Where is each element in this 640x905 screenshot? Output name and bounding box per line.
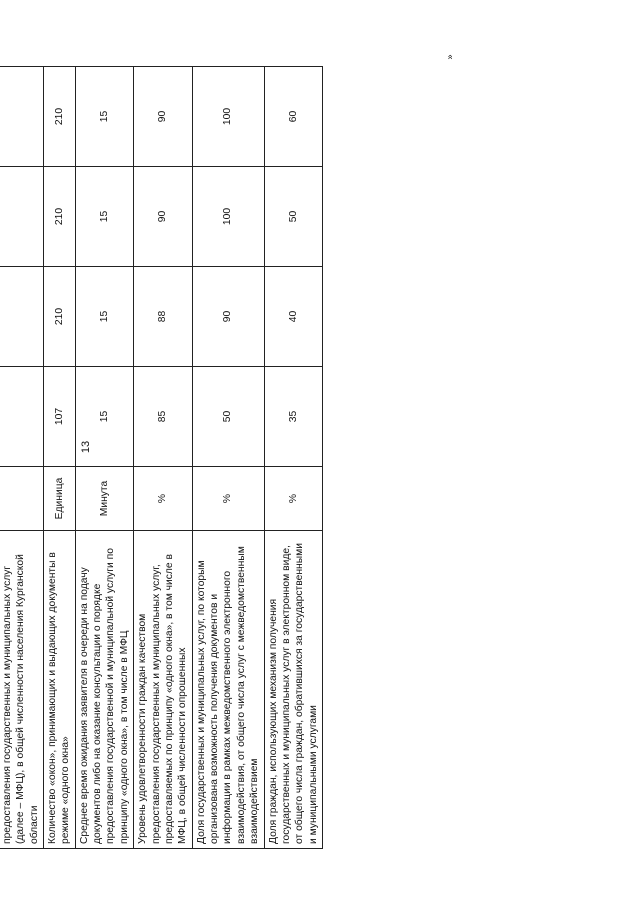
value-cell: 40 xyxy=(264,267,323,367)
indicator-unit xyxy=(0,467,43,531)
value-cell: 50 xyxy=(264,167,323,267)
value-cell: 90 xyxy=(192,267,264,367)
table-row xyxy=(134,66,193,848)
value-cell: 100 xyxy=(192,66,264,166)
value-cell: 210 xyxy=(43,267,75,367)
indicator-table xyxy=(0,66,323,849)
value-cell: 90 xyxy=(134,167,193,267)
indicator-name: предоставления государственных и муниципальных услуг (далее – МФЦ), в общей численности населения Курганской области xyxy=(0,531,43,849)
value-cell: 15 xyxy=(75,66,134,166)
value-cell xyxy=(0,367,43,467)
value-cell: 90 xyxy=(134,66,193,166)
value-cell: 35 xyxy=(264,367,323,467)
indicator-name: Среднее время ожидания заявителя в очереди на подачу документов либо на оказание консультации о порядке предоставления государственной и муниципальной услуги по принципу «одного окна», в том числе в МФЦ xyxy=(75,531,134,849)
value-cell: 60 xyxy=(264,66,323,166)
value-cell: 88 xyxy=(134,267,193,367)
table-row xyxy=(264,66,323,848)
indicator-unit: % xyxy=(134,467,193,531)
value-cell: 100 xyxy=(192,167,264,267)
value-cell: 15 xyxy=(75,167,134,267)
value-cell: 210 xyxy=(43,66,75,166)
indicator-name: Доля граждан, использующих механизм получения государственных и муниципальных услуг в электронном виде, от общего числа граждан, обратившихся за государственными и муниципальными услугами xyxy=(264,531,323,849)
indicator-unit: % xyxy=(192,467,264,531)
value-cell: 50 xyxy=(192,367,264,467)
indicator-unit: Минута xyxy=(75,467,134,531)
table-row xyxy=(43,66,75,848)
value-cell: 210 xyxy=(43,167,75,267)
page-number: 13 xyxy=(80,440,92,454)
value-cell: 15 xyxy=(75,367,134,467)
value-cell: 85 xyxy=(134,367,193,467)
value-cell xyxy=(0,267,43,367)
value-cell: 15 xyxy=(75,267,134,367)
table-row xyxy=(192,66,264,848)
table-row xyxy=(75,66,134,848)
indicator-name: Доля государственных и муниципальных услуг, по которым организована возможность получения документов и информации в рамках межведомственного электронного взаимодействия, от общего числа услуг с межведомственным взаимодействием xyxy=(192,531,264,849)
indicator-name: Уровень удовлетворенности граждан качеством предоставления государственных и муниципальных услуг, предоставляемых по принципу «одного окна», в том числе в МФЦ, в общей численности опрошенных xyxy=(134,531,193,849)
rotated-table-container xyxy=(0,67,319,849)
value-cell xyxy=(0,66,43,166)
indicator-unit: % xyxy=(264,467,323,531)
table-row xyxy=(0,66,43,848)
value-cell: 107 xyxy=(43,367,75,467)
corner-mark: » xyxy=(444,54,455,60)
indicator-name: Количество «окон», принимающих и выдающих документы в режиме «одного окна» xyxy=(43,531,75,849)
indicator-unit: Единица xyxy=(43,467,75,531)
value-cell xyxy=(0,167,43,267)
